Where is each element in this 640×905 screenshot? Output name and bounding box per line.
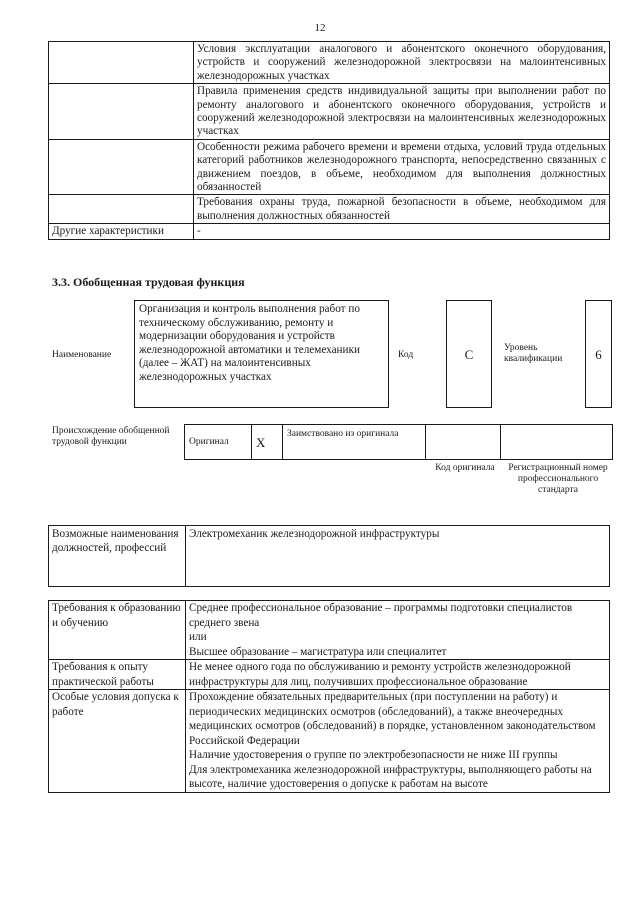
experience-line: Не менее одного года по обслуживанию и ремонту устройств железнодорожной инфраструктуры для лиц, получивших профессиональное образование — [189, 661, 571, 688]
requirements-table — [48, 600, 610, 793]
code-value: C — [464, 347, 474, 362]
table-cell-label — [49, 42, 194, 84]
admission-label: Особые условия допуска к работе — [49, 690, 186, 793]
page-number: 12 — [314, 22, 326, 34]
education-value — [186, 601, 610, 660]
level-label: Уровень квалификации — [504, 343, 563, 364]
origin-table — [184, 424, 613, 460]
table-row — [49, 601, 610, 660]
section-title: 3.3. Обобщенная трудовая функция — [52, 275, 245, 289]
table-cell-label — [49, 139, 194, 195]
table-row — [49, 139, 610, 195]
origin-code-caption: Код оригинала — [435, 463, 495, 473]
table-row — [185, 425, 613, 460]
table-row — [49, 660, 610, 690]
table-row — [49, 224, 610, 239]
education-line: или — [189, 631, 207, 643]
reg-number-caption: Регистрационный номер профессионального стандарта — [508, 463, 608, 495]
function-name-box: Организация и контроль выполнения работ по техническому обслуживанию, ремонту и модернизации оборудования и устройств железнодорожной автоматики и телемеханики (далее – ЖАТ) на малоинтенсивных железнодорожных участках — [134, 300, 389, 408]
experience-value — [186, 660, 610, 690]
reg-number-cell — [501, 425, 613, 460]
admission-line: Прохождение обязательных предварительных (при поступлении на работу) и периодических медицинских осмотров (обследований), а также внеочередных медицинских осмотров (обследований) в порядке, установленном законодательством Российской Федерации — [189, 691, 596, 747]
education-line: Высшее образование – магистратура или специалитет — [189, 645, 447, 658]
table-cell-text: Условия эксплуатации аналогового и абонентского оконечного оборудования, устройств и сооружений железнодорожной электросвязи на малоинтенсивных железнодорожных участках — [194, 42, 610, 84]
origin-code-cell — [426, 425, 501, 460]
education-line: Среднее профессиональное образование – программы подготовки специалистов среднего звена — [189, 602, 573, 629]
admission-line: Для электромеханика железнодорожной инфраструктуры, выполняющего работы на высоте, наличие удостоверения о допуске к работам на высоте — [189, 763, 592, 790]
level-value: 6 — [595, 347, 602, 362]
table-row — [49, 690, 610, 793]
table-cell-text: Требования охраны труда, пожарной безопасности в объеме, необходимом для выполнения должностных обязанностей — [194, 195, 610, 224]
table-row — [49, 195, 610, 224]
positions-label: Возможные наименования должностей, профессий — [49, 526, 186, 587]
level-box — [585, 300, 612, 408]
admission-line: Наличие удостоверения о группе по электробезопасности не ниже III группы — [189, 749, 558, 761]
code-label: Код — [398, 350, 414, 360]
table-cell-text: Особенности режима рабочего времени и времени отдыха, условий труда отдельных категорий работников железнодорожного транспорта, непосредственно связанных с движением поездов, в объеме, необходимом для выполнения должностных обязанностей — [194, 139, 610, 195]
positions-value: Электромеханик железнодорожной инфраструктуры — [186, 526, 610, 587]
borrowed-label: Заимствовано из оригинала — [283, 425, 426, 460]
other-characteristics-label: Другие характеристики — [49, 224, 194, 239]
table-cell-label — [49, 84, 194, 140]
table-row — [49, 84, 610, 140]
table-cell-text: Правила применения средств индивидуальной защиты при выполнении работ по ремонту аналогового и абонентского оконечного оборудования, устройств и сооружений железнодорожной электросвязи на малоинтенсивных железнодорожных участках — [194, 84, 610, 140]
experience-label: Требования к опыту практической работы — [49, 660, 186, 690]
original-mark: X — [252, 425, 283, 460]
admission-value — [186, 690, 610, 793]
code-box — [446, 300, 492, 408]
table-row — [49, 42, 610, 84]
table-row — [49, 526, 610, 587]
knowledge-table — [48, 41, 610, 240]
origin-label: Происхождение обобщенной трудовой функции — [52, 426, 170, 447]
original-label: Оригинал — [185, 425, 252, 460]
other-characteristics-value: - — [194, 224, 610, 239]
name-label: Наименование — [52, 350, 112, 360]
education-label: Требования к образованию и обучению — [49, 601, 186, 660]
table-cell-label — [49, 195, 194, 224]
positions-table — [48, 525, 610, 587]
